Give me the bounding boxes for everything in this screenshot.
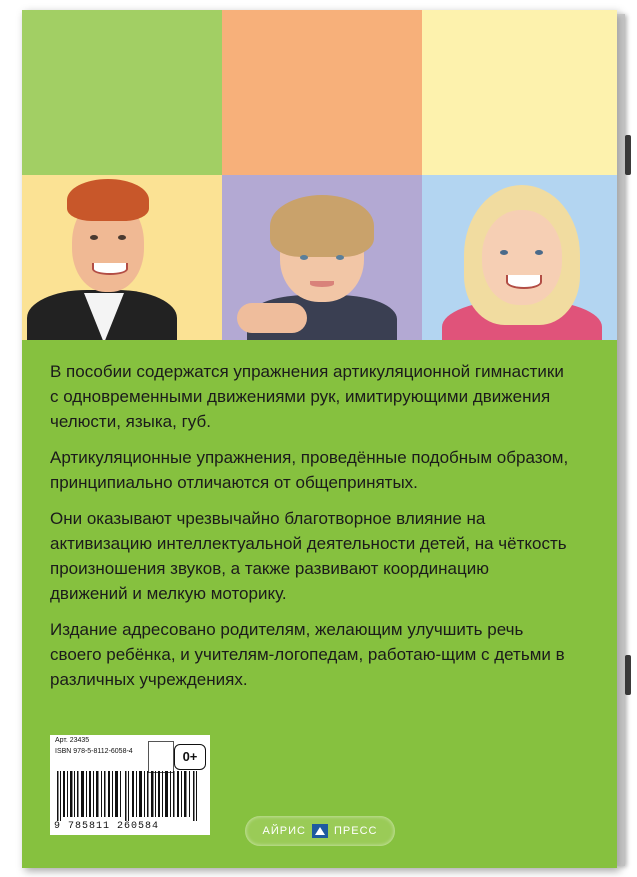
publisher-logo [245, 816, 395, 846]
barcode-digits: 9 785811 260584 [54, 821, 160, 832]
portrait-boy-redhead [22, 175, 222, 340]
tile-cream [422, 10, 617, 175]
article-number: Арт. 23435 [55, 737, 90, 744]
description-paragraph-3: Они оказывают чрезвычайно благотворное влияние на активизацию интеллектуальной деятельности детей, на чёткость произношения звуков, а также развивают координацию движений и мелкую моторику. [50, 509, 567, 603]
description-text [50, 359, 570, 703]
barcode-icon [55, 771, 205, 821]
binding-tab-bottom [625, 655, 631, 695]
barcode-label [50, 735, 210, 835]
back-cover [22, 10, 617, 868]
book-page-edge [617, 14, 625, 866]
description-paragraph-1: В пособии содержатся упражнения артикуляционной гимнастики с одновременными движениями рук, имитирующими движения челюсти, языка, губ. [50, 362, 564, 431]
portrait-girl-blonde [422, 175, 617, 340]
description-paragraph-2: Артикуляционные упражнения, проведённые подобным образом, принципиально отличаются от общепринятых. [50, 448, 569, 492]
law-sticker-icon [148, 741, 174, 773]
portrait-boy-blond [222, 175, 422, 340]
publisher-name-left: АЙРИС [262, 825, 306, 837]
isbn-number: ISBN 978-5-8112-6058-4 [55, 748, 133, 755]
publisher-name-right: ПРЕСС [333, 825, 378, 837]
age-rating-badge: 0+ [174, 744, 206, 770]
description-paragraph-4: Издание адресовано родителям, желающим улучшить речь своего ребёнка, и учителям-логопедам, работаю-щим с детьми в различных учреждениях. [50, 620, 565, 689]
publisher-emblem-icon [312, 824, 328, 838]
tile-orange [222, 10, 422, 175]
binding-tab-top [625, 135, 631, 175]
tile-green [22, 10, 222, 175]
